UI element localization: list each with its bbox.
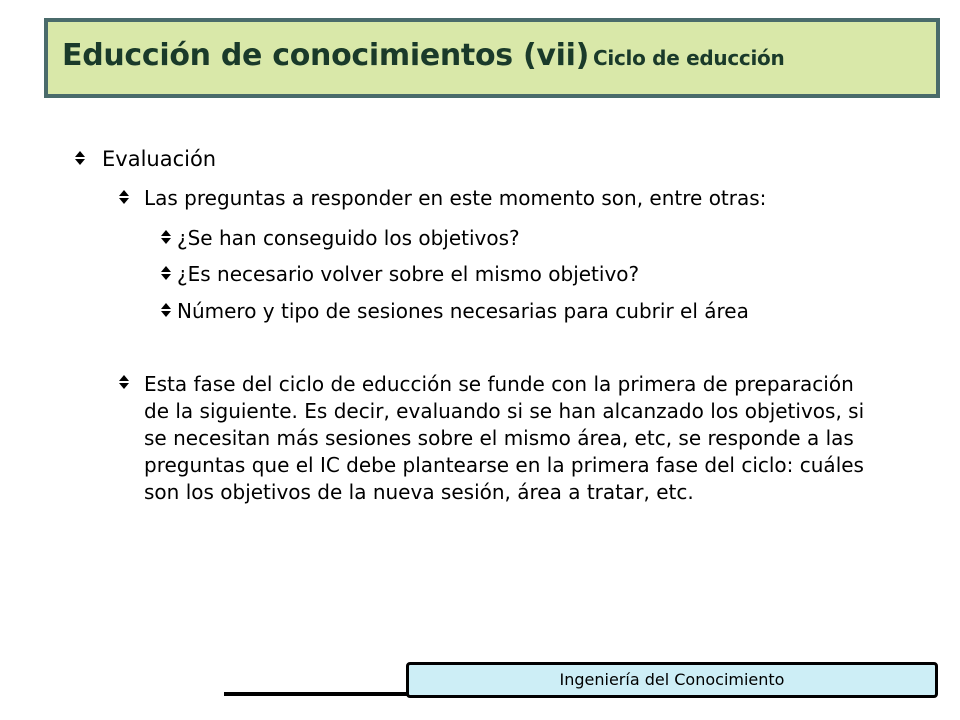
sub-bullet-1 — [160, 226, 520, 250]
bullet-text: ¿Se han conseguido los objetivos? — [177, 226, 520, 250]
up-down-arrow-icon — [74, 149, 86, 167]
title-subtitle: Ciclo de educción — [593, 46, 785, 70]
up-down-arrow-icon — [160, 301, 172, 319]
up-down-arrow-icon — [118, 188, 130, 206]
bullet-text: Número y tipo de sesiones necesarias para cubrir el área — [177, 299, 749, 323]
page-title — [62, 38, 784, 73]
footer-label: Ingeniería del Conocimiento — [406, 662, 938, 698]
up-down-arrow-icon — [160, 264, 172, 282]
sub-bullet-2 — [160, 262, 639, 286]
title-banner — [44, 18, 940, 98]
bullet-evaluacion — [74, 147, 216, 171]
bullet-fase — [118, 371, 884, 506]
up-down-arrow-icon — [118, 373, 130, 391]
bullet-preguntas — [118, 186, 766, 210]
bullet-text: Las preguntas a responder en este momento son, entre otras: — [144, 186, 767, 210]
bullet-paragraph: Esta fase del ciclo de educción se funde con la primera de preparación de la siguiente. Es decir, evaluando si se han alcanzado los objetivos, si se necesitan más sesiones sobre el mismo área, etc, se responde a las preguntas que el IC debe plantearse en la primera fase del ciclo: cuáles son los objetivos de la nueva sesión, área a tratar, etc. — [144, 372, 865, 504]
title-main-text: Educción de conocimientos (vii) — [62, 38, 590, 73]
sub-bullet-3 — [160, 299, 749, 323]
bullet-text: ¿Es necesario volver sobre el mismo objetivo? — [177, 262, 640, 286]
bullet-text: Evaluación — [102, 147, 217, 171]
up-down-arrow-icon — [160, 228, 172, 246]
